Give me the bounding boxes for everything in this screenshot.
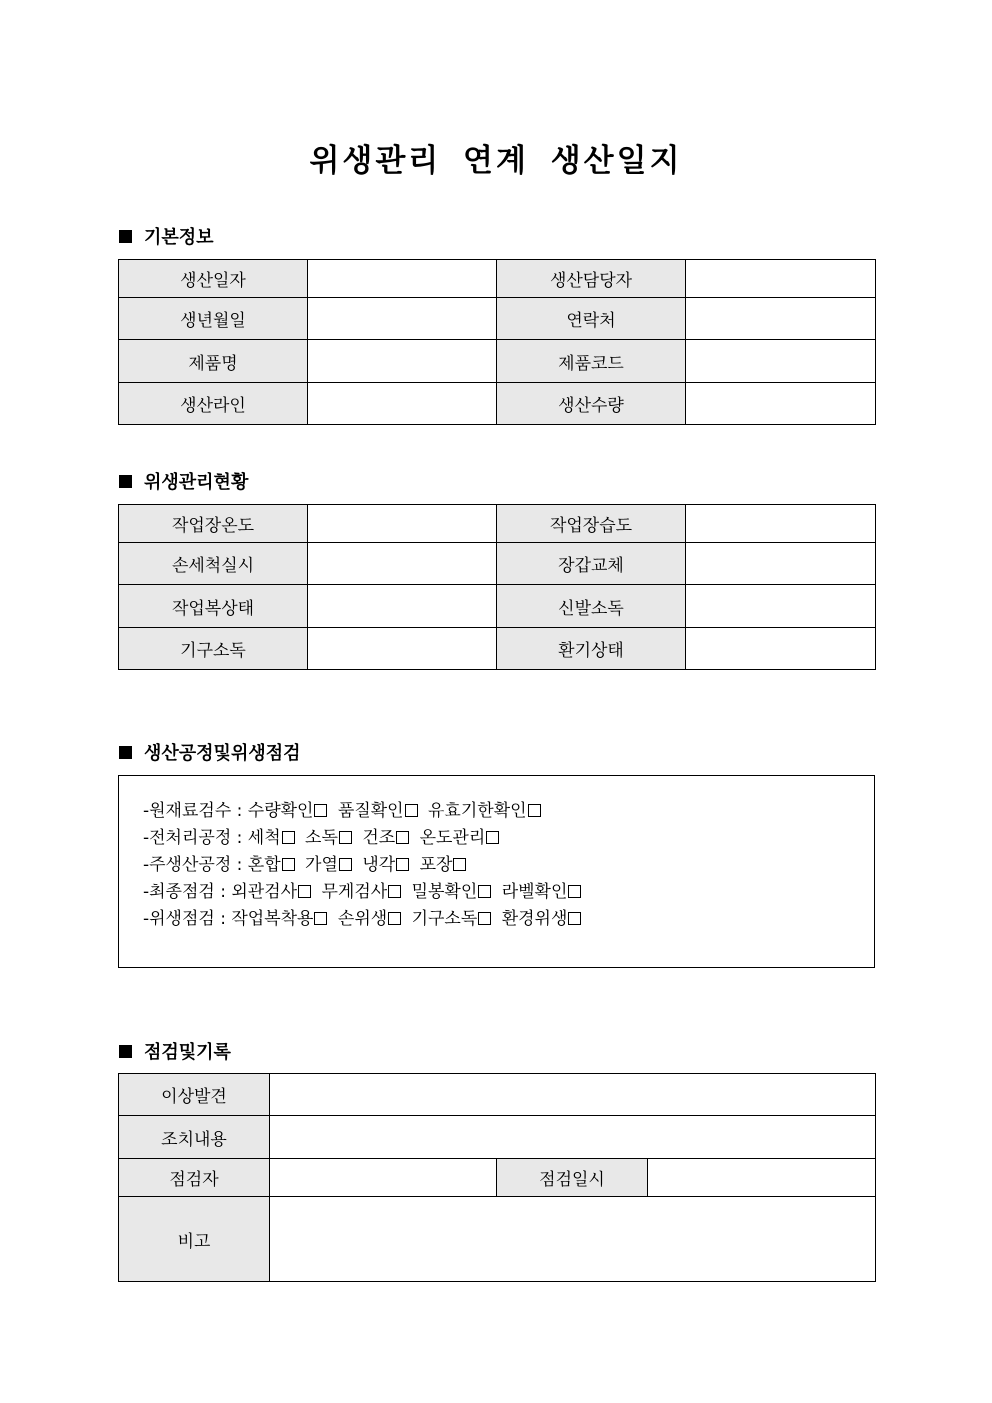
production-quantity-field[interactable]: [686, 383, 876, 425]
table-row: [119, 340, 876, 383]
check-item-label: 외관검사: [231, 882, 298, 902]
process-line: [143, 796, 546, 821]
product-name-field[interactable]: [308, 340, 497, 383]
checkbox[interactable]: [568, 885, 581, 898]
label-production-line: 생산라인: [119, 383, 308, 425]
process-line: [143, 904, 586, 929]
process-line-label: -전처리공정 :: [143, 828, 248, 848]
square-bullet-icon: [119, 746, 132, 759]
production-line-field[interactable]: [308, 383, 497, 425]
document-title: 위생관리 연계 생산일지: [309, 143, 683, 179]
remarks-field[interactable]: [270, 1197, 876, 1282]
check-item-label: 소독: [305, 828, 338, 848]
checkbox[interactable]: [298, 885, 311, 898]
anomaly-found-field[interactable]: [270, 1074, 876, 1116]
shoe-disinfection-field[interactable]: [686, 585, 876, 628]
label-anomaly-found: 이상발견: [119, 1074, 270, 1116]
label-workwear-condition: 작업복상태: [119, 585, 308, 628]
process-line: [143, 850, 471, 875]
check-item-label: 냉각: [362, 855, 396, 875]
production-date-field[interactable]: [308, 260, 497, 298]
square-bullet-icon: [119, 230, 132, 243]
checkbox[interactable]: [396, 858, 409, 871]
section-heading-hygiene: [119, 468, 248, 494]
inspector-field[interactable]: [270, 1159, 497, 1197]
tool-disinfection-field[interactable]: [308, 628, 497, 670]
label-ventilation: 환기상태: [497, 628, 686, 670]
table-row: [119, 585, 876, 628]
contact-field[interactable]: [686, 298, 876, 340]
square-bullet-icon: [119, 1045, 132, 1058]
section-heading-basic-info: [119, 223, 214, 249]
hand-washing-field[interactable]: [308, 543, 497, 585]
label-glove-change: 장갑교체: [497, 543, 686, 585]
table-row: [119, 628, 876, 670]
label-production-manager: 생산담당자: [497, 260, 686, 298]
process-line-label: -위생점검 :: [143, 909, 232, 929]
table-row: [119, 298, 876, 340]
section-heading-inspection: [119, 1038, 231, 1064]
check-item-label: 온도관리: [419, 828, 486, 848]
check-item-label: 작업복착용: [231, 909, 314, 929]
section-heading-process: [119, 739, 301, 765]
label-action-taken: 조치내용: [119, 1116, 270, 1159]
process-line: [143, 823, 504, 848]
label-production-quantity: 생산수량: [497, 383, 686, 425]
checkbox[interactable]: [388, 885, 401, 898]
checkbox[interactable]: [528, 804, 541, 817]
production-manager-field[interactable]: [686, 260, 876, 298]
ventilation-field[interactable]: [686, 628, 876, 670]
check-item-label: 건조: [362, 828, 396, 848]
table-row: [119, 260, 876, 298]
process-line-label: -최종점검 :: [143, 882, 232, 902]
workwear-condition-field[interactable]: [308, 585, 497, 628]
checkbox[interactable]: [396, 831, 409, 844]
glove-change-field[interactable]: [686, 543, 876, 585]
section-heading-text: 생산공정및위생점검: [144, 743, 301, 764]
checkbox[interactable]: [314, 912, 327, 925]
check-item-label: 손위생: [337, 909, 388, 929]
checkbox[interactable]: [486, 831, 499, 844]
checkbox[interactable]: [388, 912, 401, 925]
label-contact: 연락처: [497, 298, 686, 340]
action-taken-field[interactable]: [270, 1116, 876, 1159]
check-item-label: 혼합: [247, 855, 281, 875]
label-tool-disinfection: 기구소독: [119, 628, 308, 670]
label-workplace-temperature: 작업장온도: [119, 505, 308, 543]
checkbox[interactable]: [339, 858, 352, 871]
checkbox[interactable]: [282, 858, 295, 871]
process-line-label: -원재료검수 :: [143, 801, 248, 821]
label-hand-washing: 손세척실시: [119, 543, 308, 585]
label-birth-date: 생년월일: [119, 298, 308, 340]
checkbox[interactable]: [568, 912, 581, 925]
process-line: [143, 877, 586, 902]
label-product-code: 제품코드: [497, 340, 686, 383]
inspection-datetime-field[interactable]: [648, 1159, 876, 1197]
label-product-name: 제품명: [119, 340, 308, 383]
check-item-label: 유효기한확인: [428, 801, 527, 821]
birth-date-field[interactable]: [308, 298, 497, 340]
checkbox[interactable]: [339, 831, 352, 844]
check-item-label: 가열: [305, 855, 338, 875]
check-item-label: 라벨확인: [501, 882, 568, 902]
checkbox[interactable]: [282, 831, 295, 844]
table-row: [119, 505, 876, 543]
label-production-date: 생산일자: [119, 260, 308, 298]
label-inspector: 점검자: [119, 1159, 270, 1197]
check-item-label: 품질확인: [337, 801, 404, 821]
square-bullet-icon: [119, 475, 132, 488]
section-heading-text: 점검및기록: [144, 1042, 231, 1063]
check-item-label: 기구소독: [411, 909, 478, 929]
check-item-label: 수량확인: [247, 801, 314, 821]
basic-info-table: [118, 259, 876, 425]
product-code-field[interactable]: [686, 340, 876, 383]
table-row: [119, 543, 876, 585]
section-heading-text: 기본정보: [144, 227, 214, 248]
checkbox[interactable]: [453, 858, 466, 871]
inspection-table: [118, 1073, 876, 1282]
checkbox[interactable]: [314, 804, 327, 817]
check-item-label: 환경위생: [501, 909, 568, 929]
checkbox[interactable]: [478, 912, 491, 925]
check-item-label: 세척: [247, 828, 281, 848]
check-item-label: 포장: [419, 855, 453, 875]
workplace-humidity-field[interactable]: [686, 505, 876, 543]
check-item-label: 무게검사: [321, 882, 388, 902]
table-row: [119, 1159, 876, 1197]
label-shoe-disinfection: 신발소독: [497, 585, 686, 628]
table-row: [119, 1116, 876, 1159]
checkbox[interactable]: [405, 804, 418, 817]
checkbox[interactable]: [478, 885, 491, 898]
process-line-label: -주생산공정 :: [143, 855, 248, 875]
table-row: [119, 1197, 876, 1282]
label-workplace-humidity: 작업장습도: [497, 505, 686, 543]
process-checklist-box: [118, 775, 875, 968]
hygiene-table: [118, 504, 876, 670]
label-remarks: 비고: [119, 1197, 270, 1282]
workplace-temperature-field[interactable]: [308, 505, 497, 543]
check-item-label: 밀봉확인: [411, 882, 478, 902]
table-row: [119, 1074, 876, 1116]
table-row: [119, 383, 876, 425]
section-heading-text: 위생관리현황: [144, 472, 249, 493]
label-inspection-datetime: 점검일시: [497, 1159, 648, 1197]
